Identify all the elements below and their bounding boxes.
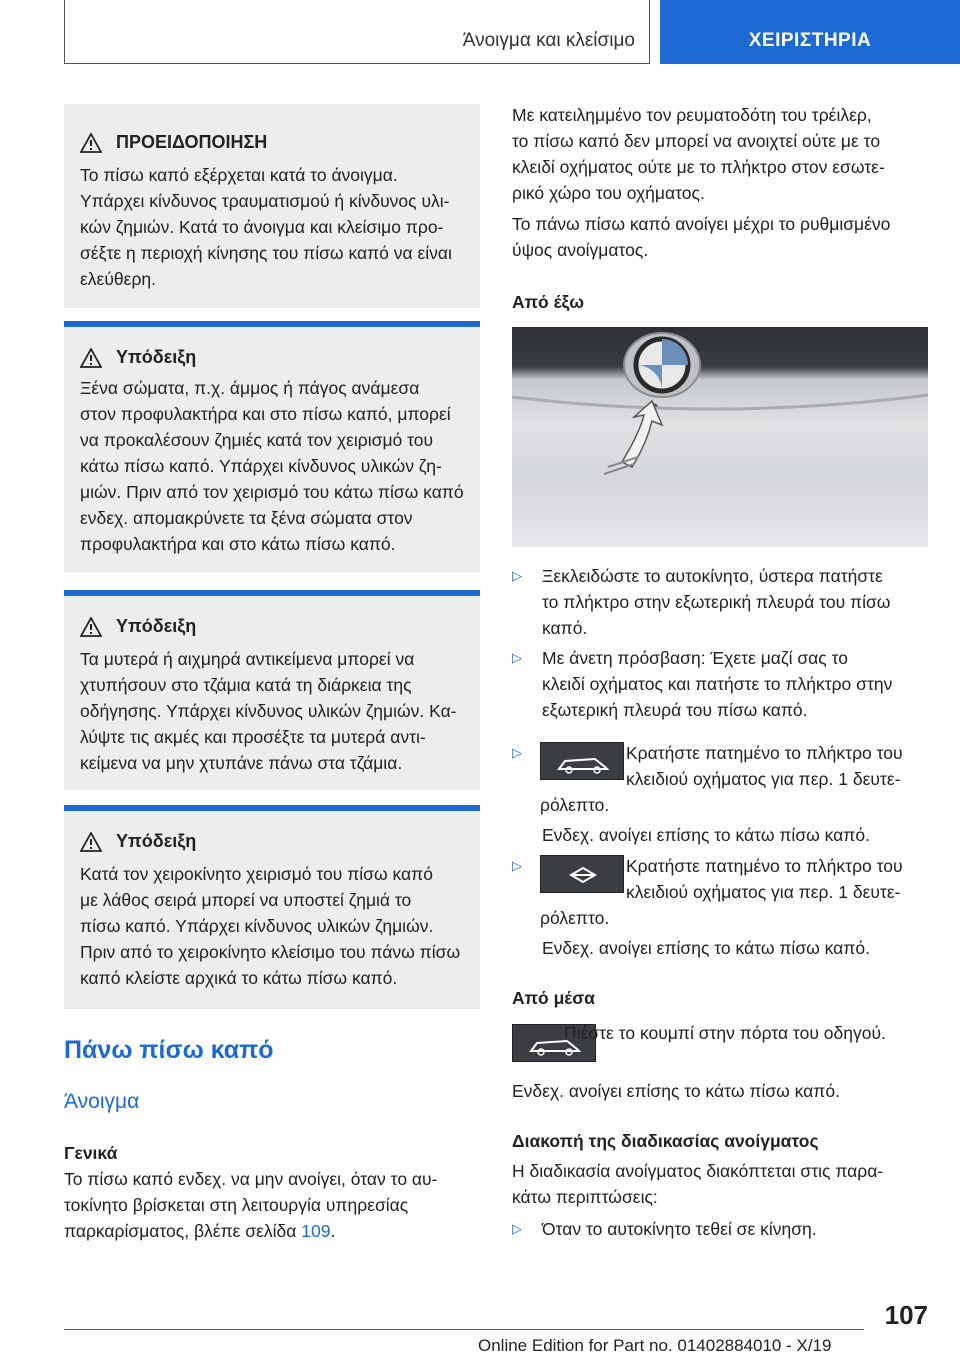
bullet-arrow-icon: ▷ bbox=[512, 1221, 522, 1236]
chapter-title: Άνοιγμα και κλείσιμο bbox=[462, 30, 635, 51]
list-item: ▷ Με άνετη πρόσβαση: Έχετε μαζί σας το κλειδί οχήματος και πατήστε το πλήκτρο στην εξωτερική πλευρά του πίσω καπό. bbox=[512, 645, 928, 723]
notice-text: Ξένα σώματα, π.χ. άμμος ή πάγος ανάμεσα στον προφυλακτήρα και στο πίσω καπό, μπορεί να προκαλέσουν ζημιές κατά τον χειρισμό του κάτω πίσω καπό. Υπάρχει κίνδυνος υλικών ζη- μιών. Πριν από τον χειρισμό του κάτω πίσω καπό ενδεχ. απομακρύνετε τα ξένα σώματα στον προφυλακτήρα και στο κάτω πίσω καπό. bbox=[80, 378, 464, 554]
notice-box bbox=[64, 321, 480, 573]
footer-edition: Online Edition for Part no. 01402884010 - X/19 bbox=[478, 1336, 832, 1355]
interrupt-heading: Διακοπή της διαδικασίας ανοίγματος bbox=[512, 1131, 819, 1151]
warning-triangle-icon bbox=[80, 832, 102, 852]
list-item: ▷ Κρατήστε πατημένο το πλήκτρο του κλειδιού οχήματος για περ. 1 δευτε- ρόλεπτο. bbox=[512, 740, 928, 818]
page-number: 107 bbox=[884, 1300, 928, 1330]
bullet-arrow-icon: ▷ bbox=[512, 858, 522, 873]
section-title: Πάνω πίσω καπό bbox=[64, 1036, 274, 1064]
warning-triangle-icon bbox=[80, 617, 102, 637]
general-heading: Γενικά bbox=[64, 1143, 118, 1163]
warning-triangle-icon bbox=[80, 348, 102, 368]
notice-heading: Υπόδειξη bbox=[80, 616, 196, 637]
inside-heading: Από μέσα bbox=[512, 988, 595, 1008]
warning-box bbox=[64, 104, 480, 308]
outside-heading: Από έξω bbox=[512, 292, 585, 312]
page-link[interactable]: 109 bbox=[301, 1221, 331, 1241]
warning-heading: ΠΡΟΕΙΔΟΠΟΙΗΣΗ bbox=[80, 132, 267, 153]
notice-heading: Υπόδειξη bbox=[80, 831, 196, 852]
list-item: ▷ Όταν το αυτοκίνητο τεθεί σε κίνηση. bbox=[512, 1216, 928, 1242]
warning-text: Το πίσω καπό εξέρχεται κατά το άνοιγμα. Υπάρχει κίνδυνος τραυματισμού ή κίνδυνος υλι- κών ζημιών. Κατά το άνοιγμα και κλείσιμο προ- σέξτε η περιοχή κίνησης του πίσω καπό να είναι ελεύθερη. bbox=[80, 165, 452, 289]
notice-heading: Υπόδειξη bbox=[80, 347, 196, 368]
notice-bar bbox=[64, 590, 480, 596]
general-block bbox=[64, 1140, 480, 1244]
bullet-arrow-icon: ▷ bbox=[512, 568, 522, 583]
general-text: Το πίσω καπό ενδεχ. να μην ανοίγει, όταν το αυ- τοκίνητο βρίσκεται στη λειτουργία υπηρεσίας παρκαρίσματος, βλέπε σελίδα 109. bbox=[64, 1169, 438, 1241]
notice-box bbox=[64, 805, 480, 1009]
subsection-title: Άνοιγμα bbox=[64, 1090, 140, 1113]
intro-text-2: Το πάνω πίσω καπό ανοίγει μέχρι το ρυθμισμένο ύψος ανοίγματος. bbox=[512, 214, 891, 260]
tailgate-button-photo bbox=[512, 327, 928, 547]
key2-note: Ενδεχ. ανοίγει επίσης το κάτω πίσω καπό. bbox=[542, 938, 870, 958]
interrupt-text: Η διαδικασία ανοίγματος διακόπτεται στις παρα- κάτω περιπτώσεις: bbox=[512, 1161, 884, 1207]
inside-note: Ενδεχ. ανοίγει επίσης το κάτω πίσω καπό. bbox=[512, 1081, 840, 1101]
warning-triangle-icon bbox=[80, 133, 102, 153]
inside-text: Πιέστε το κουμπί στην πόρτα του οδηγού. bbox=[564, 1023, 886, 1043]
notice-bar bbox=[64, 805, 480, 811]
key1-note: Ενδεχ. ανοίγει επίσης το κάτω πίσω καπό. bbox=[542, 825, 870, 845]
list-item: ▷ Κρατήστε πατημένο το πλήκτρο του κλειδιού οχήματος για περ. 1 δευτε- ρόλεπτο. bbox=[512, 853, 928, 931]
section-tab-label: ΧΕΙΡΙΣΤΗΡΙΑ bbox=[748, 30, 872, 51]
section-tab[interactable] bbox=[660, 0, 960, 64]
tailgate-illustration bbox=[512, 327, 928, 547]
chapter-header bbox=[64, 0, 650, 64]
footer-rule bbox=[64, 1329, 864, 1330]
tailgate-key-button-icon bbox=[540, 742, 624, 780]
bullet-arrow-icon: ▷ bbox=[512, 650, 522, 665]
notice-text: Τα μυτερά ή αιχμηρά αντικείμενα μπορεί να χτυπήσουν στο τζάμια κατά τη διάρκεια της οδήγησης. Υπάρχει κίνδυνος υλικών ζημιών. Κα- λύψτε τις ακμές και προσέξτε τα μυτερά αντι- κείμενα να μην χτυπάνε πάνω στα τζάμια. bbox=[80, 649, 457, 773]
notice-box bbox=[64, 590, 480, 790]
intro-text: Με κατειλημμένο τον ρευματοδότη του τρέιλερ, το πίσω καπό δεν μπορεί να ανοιχτεί ούτε με το κλειδί οχήματος ούτε με το πλήκτρο στον εσωτε- ρικό χώρο του οχήματος. bbox=[512, 105, 885, 203]
list-item: ▷ Ξεκλειδώστε το αυτοκίνητο, ύστερα πατήστε το πλήκτρο στην εξωτερική πλευρά του πίσω καπό. bbox=[512, 563, 928, 641]
bullet-arrow-icon: ▷ bbox=[512, 745, 522, 760]
tailgate-diamond-button-icon bbox=[540, 855, 624, 893]
notice-bar bbox=[64, 321, 480, 327]
notice-text: Κατά τον χειροκίνητο χειρισμό του πίσω καπό με λάθος σειρά μπορεί να υποστεί ζημιά το πίσω καπό. Υπάρχει κίνδυνος υλικών ζημιών. Πριν από το χειροκίνητο κλείσιμο του πάνω πίσω καπό κλείστε αρχικά το κάτω πίσω καπό. bbox=[80, 864, 461, 988]
